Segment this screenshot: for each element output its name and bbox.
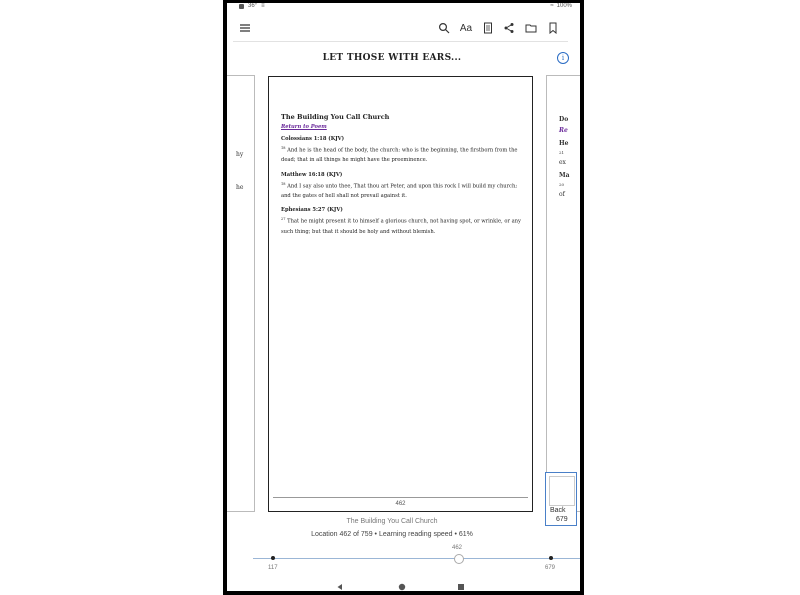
verse-body: And I say also unto thee, That thou art Peter, and upon this rock I will build my church; and the gates of hell shall not prevail against it. — [281, 183, 518, 199]
next-page-text: 21 — [559, 150, 565, 155]
battery-text: 100% — [556, 3, 572, 9]
chapter-name: The Building You Call Church — [346, 518, 438, 525]
next-page-text: of — [559, 191, 565, 198]
slider-start-marker — [271, 556, 275, 560]
recents-icon[interactable] — [456, 579, 466, 589]
verse-reference: Matthew 16:18 (KJV) — [281, 171, 343, 178]
verse-number: 18 — [281, 181, 286, 186]
verse-reference: Ephesians 5:27 (KJV) — [281, 207, 343, 214]
verse-number: 27 — [281, 217, 286, 222]
return-to-poem-link[interactable]: Return to Poem — [281, 124, 327, 130]
toolbar-divider — [233, 41, 568, 42]
thumbnail-label: Back — [550, 507, 566, 514]
next-page-text: ex — [559, 159, 566, 166]
reader-toolbar — [227, 15, 580, 41]
slider-end-marker — [549, 556, 553, 560]
bookmark-icon[interactable] — [545, 20, 561, 36]
location-info — [227, 531, 557, 538]
next-page[interactable] — [546, 75, 580, 512]
device-frame — [223, 0, 584, 595]
current-page[interactable] — [268, 76, 533, 512]
separator-dot: • — [454, 531, 459, 538]
home-icon[interactable] — [397, 579, 407, 589]
location-text: Location 462 of 759 — [311, 531, 373, 538]
page-content — [281, 113, 521, 243]
book-title: LET THOSE WITH EARS... — [322, 53, 462, 63]
info-icon[interactable]: i — [557, 52, 569, 64]
status-bar — [227, 3, 580, 13]
next-page-text: Do — [559, 116, 569, 123]
thumbnail-number: 679 — [556, 516, 568, 523]
font-icon[interactable]: Aa — [459, 22, 473, 34]
thumbnail-preview — [549, 476, 575, 506]
verse-reference: Colossians 1:18 (KJV) — [281, 136, 345, 142]
notification-icon — [239, 4, 244, 9]
wifi-icon: ≈ — [550, 3, 554, 9]
page-footer-divider — [273, 497, 528, 498]
slider-current-label: 462 — [452, 545, 463, 551]
layers-icon: ≡ — [261, 3, 265, 9]
previous-page[interactable] — [227, 75, 255, 512]
chapter-title: The Building You Call Church — [281, 113, 390, 121]
percent-text: 61% — [458, 531, 473, 538]
menu-icon[interactable] — [237, 20, 253, 36]
prev-page-text: he — [236, 184, 244, 191]
verse-body: That he might present it to himself a glorious church, not having spot, or wrinkle, or any such thing; but that it should be holy and without blemish. — [281, 219, 521, 235]
search-icon[interactable] — [436, 20, 452, 36]
next-page-text: He — [559, 140, 569, 147]
verse-body: And he is the head of the body, the church: who is the beginning, the firstborn from the dead; that in all things he might have the preeminence. — [281, 147, 518, 164]
page-icon[interactable] — [480, 20, 496, 36]
slider-knob[interactable] — [454, 554, 464, 564]
status-left — [239, 3, 265, 9]
verse-number: 18 — [281, 146, 286, 150]
next-page-text: 20 — [559, 182, 565, 187]
slider-min-label: 117 — [268, 565, 278, 571]
verse-text — [281, 144, 521, 166]
location-slider[interactable] — [253, 545, 556, 573]
status-temp: 36° — [248, 3, 258, 9]
reading-speed-text: Learning reading speed — [378, 531, 453, 538]
slider-track[interactable] — [253, 558, 580, 559]
slider-max-label: 679 — [545, 565, 556, 571]
screen — [227, 3, 580, 591]
verse-text — [281, 180, 521, 202]
share-icon[interactable] — [501, 20, 517, 36]
status-right — [550, 3, 572, 9]
folder-icon[interactable] — [523, 20, 539, 36]
back-icon[interactable] — [335, 579, 345, 589]
next-page-text: Re — [559, 127, 568, 134]
system-nav-bar — [227, 576, 580, 591]
separator-dot: • — [374, 531, 379, 538]
verse-text — [281, 215, 521, 237]
next-page-text: Ma — [559, 172, 570, 179]
page-number: 462 — [395, 501, 406, 507]
prev-page-text: hy — [236, 151, 244, 158]
